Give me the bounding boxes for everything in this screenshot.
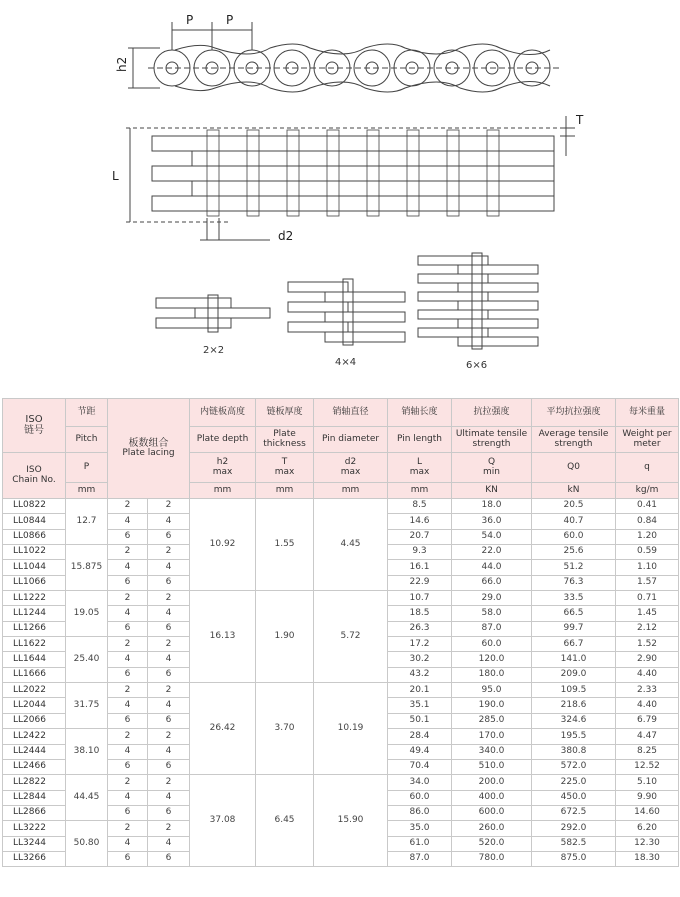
weight-cell: 5.10 (616, 775, 679, 790)
chain-no-cell: LL1622 (3, 637, 66, 652)
lacing-outer-cell: 4 (108, 560, 148, 575)
header-unit-q: KN (452, 483, 532, 499)
lacing-inner-cell: 2 (148, 545, 190, 560)
lacing-outer-cell: 6 (108, 759, 148, 774)
tensile-strength-cell: 22.0 (452, 545, 532, 560)
plate-thickness-cell: 1.90 (256, 591, 314, 683)
lacing-inner-cell: 2 (148, 499, 190, 514)
tensile-strength-cell: 170.0 (452, 729, 532, 744)
weight-cell: 2.33 (616, 683, 679, 698)
lacing-outer-cell: 4 (108, 698, 148, 713)
lacing-inner-cell: 6 (148, 575, 190, 590)
avg-tensile-strength-cell: 66.5 (532, 606, 616, 621)
avg-tensile-strength-cell: 109.5 (532, 683, 616, 698)
lacing-outer-cell: 4 (108, 514, 148, 529)
chain-no-cell: LL1266 (3, 621, 66, 636)
avg-tensile-strength-cell: 582.5 (532, 836, 616, 851)
lacing-inner-cell: 6 (148, 851, 190, 866)
lacing-inner-cell: 4 (148, 836, 190, 851)
chain-no-cell: LL1222 (3, 591, 66, 606)
pitch-cell: 31.75 (66, 683, 108, 729)
weight-cell: 9.90 (616, 790, 679, 805)
table-body (3, 499, 679, 867)
table-row (3, 775, 679, 790)
lacing-outer-cell: 2 (108, 545, 148, 560)
weight-cell: 1.57 (616, 575, 679, 590)
avg-tensile-strength-cell: 292.0 (532, 821, 616, 836)
pin-diameter-cell: 4.45 (314, 499, 388, 591)
pin-length-cell: 18.5 (388, 606, 452, 621)
pitch-cell: 12.7 (66, 499, 108, 545)
header-plate-thk-en: Plate thickness (256, 427, 314, 453)
tensile-strength-cell: 520.0 (452, 836, 532, 851)
tensile-strength-cell: 340.0 (452, 744, 532, 759)
chain-no-cell: LL3244 (3, 836, 66, 851)
weight-cell: 4.40 (616, 698, 679, 713)
weight-cell: 0.71 (616, 591, 679, 606)
weight-cell: 12.30 (616, 836, 679, 851)
header-pin-dia-cn: 销轴直径 (314, 399, 388, 427)
pin-length-cell: 26.3 (388, 621, 452, 636)
lacing-inner-cell: 2 (148, 637, 190, 652)
lacing-inner-cell: 6 (148, 667, 190, 682)
tensile-strength-cell: 260.0 (452, 821, 532, 836)
avg-tensile-strength-cell: 40.7 (532, 514, 616, 529)
weight-cell: 2.90 (616, 652, 679, 667)
avg-tensile-strength-cell: 20.5 (532, 499, 616, 514)
header-sym-l: L max (388, 453, 452, 483)
pin-length-cell: 20.7 (388, 529, 452, 544)
pin-length-cell: 49.4 (388, 744, 452, 759)
lacing-outer-cell: 4 (108, 744, 148, 759)
thickness-label: T (576, 113, 584, 127)
header-uts-cn: 抗拉强度 (452, 399, 532, 427)
pitch-cell: 25.40 (66, 637, 108, 683)
chain-no-cell: LL1044 (3, 560, 66, 575)
lacing-outer-cell: 2 (108, 499, 148, 514)
avg-tensile-strength-cell: 450.0 (532, 790, 616, 805)
avg-tensile-strength-cell: 51.2 (532, 560, 616, 575)
lacing-inner-cell: 6 (148, 621, 190, 636)
weight-cell: 1.52 (616, 637, 679, 652)
plate-thickness-cell: 6.45 (256, 775, 314, 867)
lacing-inner-cell: 4 (148, 652, 190, 667)
weight-cell: 14.60 (616, 805, 679, 820)
lacing-2x2-label: 2×2 (203, 345, 225, 356)
lacing-inner-cell: 2 (148, 821, 190, 836)
lacing-outer-cell: 6 (108, 851, 148, 866)
tensile-strength-cell: 510.0 (452, 759, 532, 774)
header-unit-t: mm (256, 483, 314, 499)
tensile-strength-cell: 87.0 (452, 621, 532, 636)
chain-spec-table (2, 398, 679, 867)
weight-cell: 8.25 (616, 744, 679, 759)
pin-length-cell: 17.2 (388, 637, 452, 652)
plate-thickness-cell: 1.55 (256, 499, 314, 591)
header-unit-p: mm (66, 483, 108, 499)
chain-no-cell: LL1022 (3, 545, 66, 560)
avg-tensile-strength-cell: 25.6 (532, 545, 616, 560)
pin-length-cell: 16.1 (388, 560, 452, 575)
avg-tensile-strength-cell: 225.0 (532, 775, 616, 790)
chain-no-cell: LL1066 (3, 575, 66, 590)
lacing-outer-cell: 2 (108, 683, 148, 698)
table-header (3, 399, 679, 499)
avg-tensile-strength-cell: 572.0 (532, 759, 616, 774)
plate-depth-cell: 37.08 (190, 775, 256, 867)
plate-depth-cell: 16.13 (190, 591, 256, 683)
d2-label: d2 (278, 229, 294, 243)
length-label: L (112, 169, 119, 183)
pin-length-cell: 60.0 (388, 790, 452, 805)
lacing-inner-cell: 4 (148, 606, 190, 621)
pin-length-cell: 87.0 (388, 851, 452, 866)
tensile-strength-cell: 58.0 (452, 606, 532, 621)
lacing-inner-cell: 2 (148, 775, 190, 790)
lacing-outer-cell: 4 (108, 790, 148, 805)
pin-length-cell: 14.6 (388, 514, 452, 529)
chain-no-cell: LL1244 (3, 606, 66, 621)
header-lacing: 板数组合 Plate lacing (108, 399, 190, 499)
header-sym-qw: q (616, 453, 679, 483)
header-sym-d2: d2 max (314, 453, 388, 483)
tensile-strength-cell: 60.0 (452, 637, 532, 652)
header-pitch-cn: 节距 (66, 399, 108, 427)
header-sym-p: P (66, 453, 108, 483)
header-plate-depth-en: Plate depth (190, 427, 256, 453)
lacing-inner-cell: 6 (148, 529, 190, 544)
pin-diameter-cell: 5.72 (314, 591, 388, 683)
tensile-strength-cell: 400.0 (452, 790, 532, 805)
pin-length-cell: 50.1 (388, 713, 452, 728)
lacing-outer-cell: 2 (108, 591, 148, 606)
avg-tensile-strength-cell: 875.0 (532, 851, 616, 866)
pin-length-cell: 28.4 (388, 729, 452, 744)
plate-depth-cell: 26.42 (190, 683, 256, 775)
avg-tensile-strength-cell: 195.5 (532, 729, 616, 744)
header-pitch-en: Pitch (66, 427, 108, 453)
weight-cell: 0.41 (616, 499, 679, 514)
chain-no-cell: LL2444 (3, 744, 66, 759)
lacing-inner-cell: 2 (148, 683, 190, 698)
lacing-inner-cell: 6 (148, 805, 190, 820)
weight-cell: 2.12 (616, 621, 679, 636)
pin-length-cell: 86.0 (388, 805, 452, 820)
avg-tensile-strength-cell: 76.3 (532, 575, 616, 590)
avg-tensile-strength-cell: 99.7 (532, 621, 616, 636)
header-pin-dia-en: Pin diameter (314, 427, 388, 453)
chain-no-cell: LL0866 (3, 529, 66, 544)
avg-tensile-strength-cell: 60.0 (532, 529, 616, 544)
tensile-strength-cell: 780.0 (452, 851, 532, 866)
pin-length-cell: 22.9 (388, 575, 452, 590)
table-row (3, 683, 679, 698)
header-plate-thk-cn: 链板厚度 (256, 399, 314, 427)
chain-no-cell: LL3222 (3, 821, 66, 836)
avg-tensile-strength-cell: 324.6 (532, 713, 616, 728)
lacing-outer-cell: 6 (108, 667, 148, 682)
tensile-strength-cell: 120.0 (452, 652, 532, 667)
tensile-strength-cell: 600.0 (452, 805, 532, 820)
tensile-strength-cell: 36.0 (452, 514, 532, 529)
pin-length-cell: 34.0 (388, 775, 452, 790)
header-sym-q: Q min (452, 453, 532, 483)
pin-length-cell: 35.0 (388, 821, 452, 836)
chain-no-cell: LL2044 (3, 698, 66, 713)
tensile-strength-cell: 190.0 (452, 698, 532, 713)
tensile-strength-cell: 66.0 (452, 575, 532, 590)
chain-no-cell: LL2844 (3, 790, 66, 805)
lacing-inner-cell: 2 (148, 729, 190, 744)
lacing-outer-cell: 6 (108, 575, 148, 590)
header-unit-d2: mm (314, 483, 388, 499)
avg-tensile-strength-cell: 66.7 (532, 637, 616, 652)
weight-cell: 1.10 (616, 560, 679, 575)
tensile-strength-cell: 285.0 (452, 713, 532, 728)
pin-length-cell: 30.2 (388, 652, 452, 667)
table-row (3, 499, 679, 514)
chain-no-cell: LL2822 (3, 775, 66, 790)
header-pin-len-cn: 销轴长度 (388, 399, 452, 427)
header-unit-h2: mm (190, 483, 256, 499)
weight-cell: 0.59 (616, 545, 679, 560)
weight-cell: 6.20 (616, 821, 679, 836)
avg-tensile-strength-cell: 33.5 (532, 591, 616, 606)
header-ats-cn: 平均抗拉强度 (532, 399, 616, 427)
tensile-strength-cell: 29.0 (452, 591, 532, 606)
tensile-strength-cell: 200.0 (452, 775, 532, 790)
header-iso-en: ISO Chain No. (3, 453, 66, 499)
chain-no-cell: LL0844 (3, 514, 66, 529)
header-weight-en: Weight per meter (616, 427, 679, 453)
header-iso-cn: ISO 链号 (3, 399, 66, 453)
lacing-inner-cell: 2 (148, 591, 190, 606)
lacing-inner-cell: 4 (148, 698, 190, 713)
chain-no-cell: LL0822 (3, 499, 66, 514)
lacing-inner-cell: 4 (148, 744, 190, 759)
pitch-cell: 19.05 (66, 591, 108, 637)
chain-no-cell: LL1644 (3, 652, 66, 667)
plate-thickness-cell: 3.70 (256, 683, 314, 775)
table-row (3, 591, 679, 606)
weight-cell: 1.20 (616, 529, 679, 544)
header-unit-q0: kN (532, 483, 616, 499)
avg-tensile-strength-cell: 218.6 (532, 698, 616, 713)
chain-no-cell: LL2422 (3, 729, 66, 744)
header-weight-cn: 每米重量 (616, 399, 679, 427)
tensile-strength-cell: 18.0 (452, 499, 532, 514)
pitch-cell: 44.45 (66, 775, 108, 821)
header-uts-en: Ultimate tensile strength (452, 427, 532, 453)
header-unit-w: kg/m (616, 483, 679, 499)
weight-cell: 4.47 (616, 729, 679, 744)
header-plate-depth-cn: 内链板高度 (190, 399, 256, 427)
lacing-outer-cell: 2 (108, 821, 148, 836)
weight-cell: 12.52 (616, 759, 679, 774)
weight-cell: 1.45 (616, 606, 679, 621)
avg-tensile-strength-cell: 141.0 (532, 652, 616, 667)
chain-no-cell: LL3266 (3, 851, 66, 866)
lacing-outer-cell: 6 (108, 805, 148, 820)
chain-technical-drawing (0, 0, 680, 380)
pin-length-cell: 35.1 (388, 698, 452, 713)
avg-tensile-strength-cell: 380.8 (532, 744, 616, 759)
chain-no-cell: LL2466 (3, 759, 66, 774)
chain-no-cell: LL2866 (3, 805, 66, 820)
header-sym-t: T max (256, 453, 314, 483)
lacing-outer-cell: 2 (108, 775, 148, 790)
pin-length-cell: 43.2 (388, 667, 452, 682)
lacing-inner-cell: 6 (148, 759, 190, 774)
header-ats-en: Average tensile strength (532, 427, 616, 453)
header-sym-q0: Q0 (532, 453, 616, 483)
lacing-outer-cell: 6 (108, 713, 148, 728)
chain-no-cell: LL2066 (3, 713, 66, 728)
chain-no-cell: LL2022 (3, 683, 66, 698)
lacing-4x4-label: 4×4 (335, 357, 357, 368)
lacing-inner-cell: 4 (148, 560, 190, 575)
pin-length-cell: 61.0 (388, 836, 452, 851)
pitch-cell: 38.10 (66, 729, 108, 775)
chain-no-cell: LL1666 (3, 667, 66, 682)
pin-length-cell: 8.5 (388, 499, 452, 514)
lacing-inner-cell: 4 (148, 790, 190, 805)
tensile-strength-cell: 44.0 (452, 560, 532, 575)
header-sym-h2: h2 max (190, 453, 256, 483)
lacing-outer-cell: 6 (108, 621, 148, 636)
pitch-cell: 15.875 (66, 545, 108, 591)
lacing-inner-cell: 6 (148, 713, 190, 728)
lacing-outer-cell: 4 (108, 606, 148, 621)
pin-diameter-cell: 10.19 (314, 683, 388, 775)
avg-tensile-strength-cell: 209.0 (532, 667, 616, 682)
lacing-outer-cell: 4 (108, 836, 148, 851)
lacing-6x6-label: 6×6 (466, 360, 488, 371)
pin-length-cell: 20.1 (388, 683, 452, 698)
avg-tensile-strength-cell: 672.5 (532, 805, 616, 820)
pin-length-cell: 10.7 (388, 591, 452, 606)
weight-cell: 6.79 (616, 713, 679, 728)
weight-cell: 18.30 (616, 851, 679, 866)
pin-length-cell: 9.3 (388, 545, 452, 560)
lacing-inner-cell: 4 (148, 514, 190, 529)
tensile-strength-cell: 180.0 (452, 667, 532, 682)
pitch-label-1: P (186, 13, 194, 27)
lacing-outer-cell: 2 (108, 637, 148, 652)
lacing-outer-cell: 6 (108, 529, 148, 544)
pin-diameter-cell: 15.90 (314, 775, 388, 867)
plate-depth-cell: 10.92 (190, 499, 256, 591)
pitch-cell: 50.80 (66, 821, 108, 867)
tensile-strength-cell: 54.0 (452, 529, 532, 544)
lacing-outer-cell: 2 (108, 729, 148, 744)
lacing-outer-cell: 4 (108, 652, 148, 667)
pitch-label-2: P (226, 13, 234, 27)
header-unit-l: mm (388, 483, 452, 499)
tensile-strength-cell: 95.0 (452, 683, 532, 698)
header-pin-len-en: Pin length (388, 427, 452, 453)
chain-drawings (0, 0, 680, 380)
h2-label: h2 (115, 56, 129, 72)
weight-cell: 0.84 (616, 514, 679, 529)
weight-cell: 4.40 (616, 667, 679, 682)
pin-length-cell: 70.4 (388, 759, 452, 774)
